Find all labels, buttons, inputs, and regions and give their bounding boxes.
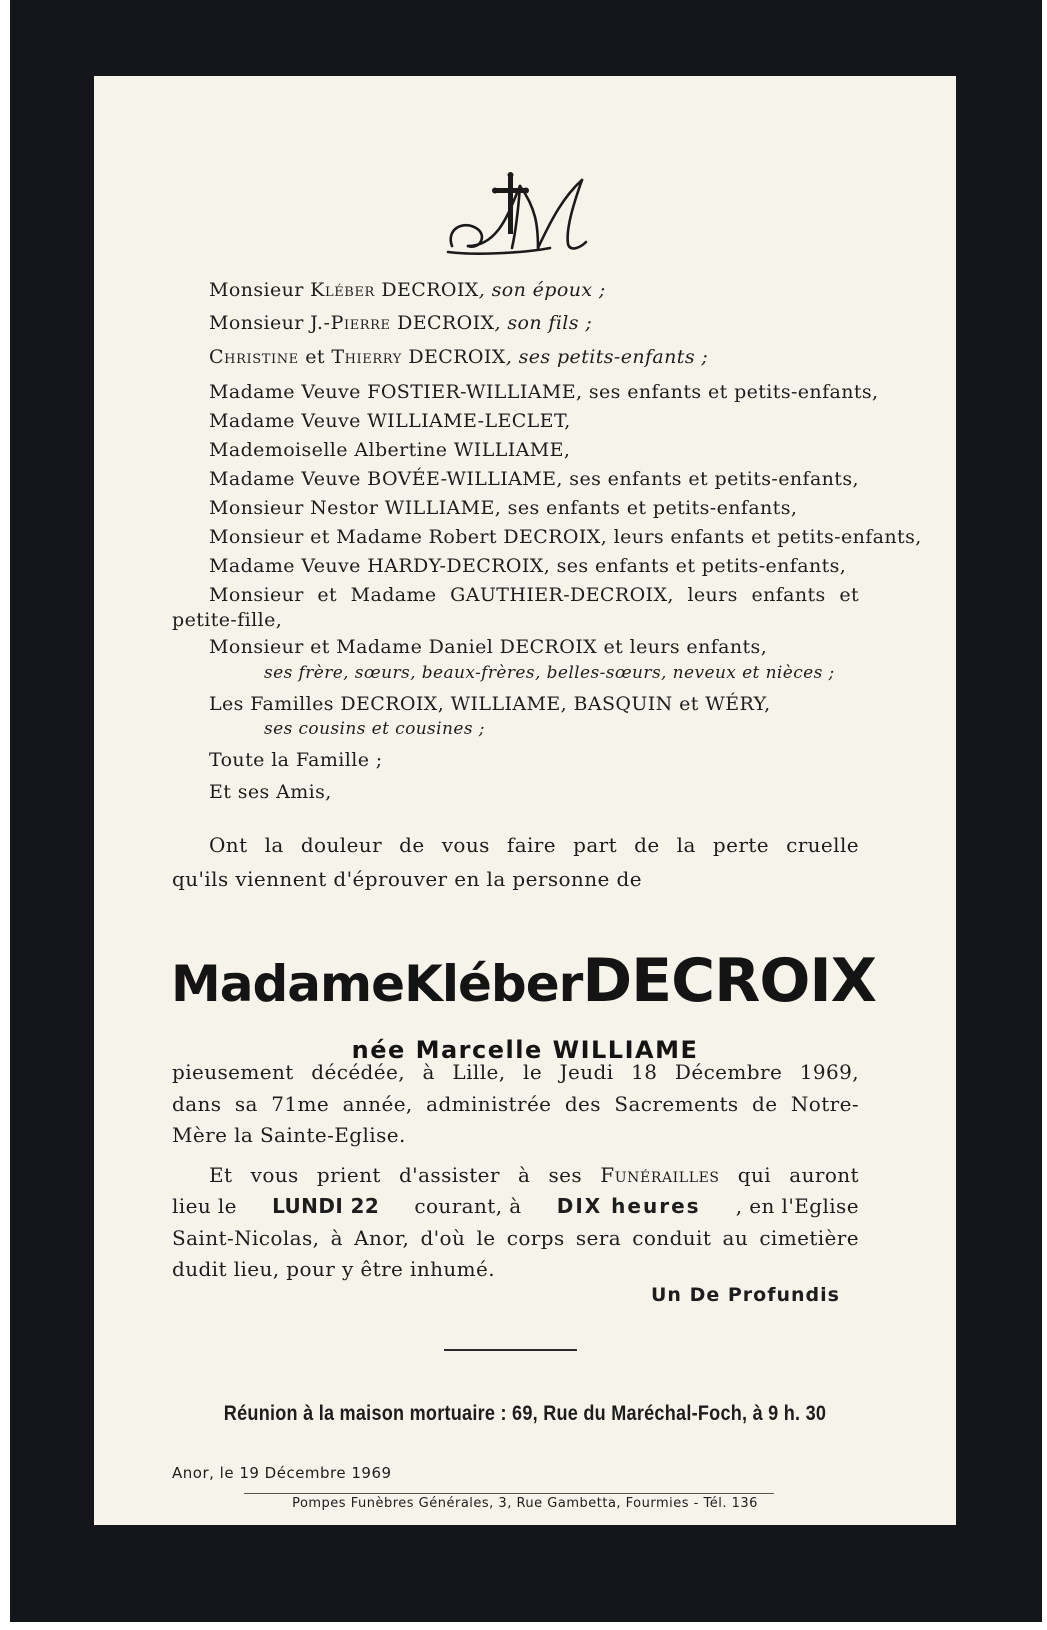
announcement-line: qu'ils viennent d'éprouver en la personne de (172, 867, 642, 891)
mourner-last-name: DECROIX (401, 346, 506, 368)
funeral-line (209, 1163, 859, 1187)
mourner-prefix: Monsieur (209, 279, 311, 301)
deceased-title: Madame (171, 955, 405, 1013)
divider (444, 1349, 577, 1351)
family-line: petite-fille, (172, 609, 283, 631)
funeral-text: , en l'Eglise (735, 1194, 859, 1218)
mourner-conjunction: et (298, 346, 332, 368)
mourner-relation: , son époux ; (478, 279, 606, 301)
mourner-last-name: DECROIX (374, 279, 479, 301)
mourner-relation: , son fils ; (494, 312, 593, 334)
announcement-card (94, 76, 956, 1525)
funeral-keyword: Funérailles (600, 1163, 720, 1187)
family-line: Monsieur et Madame GAUTHIER-DECROIX, leurs enfants et (209, 584, 859, 606)
mourner-husband (209, 279, 606, 301)
death-line: Mère la Sainte-Eglise. (172, 1123, 406, 1147)
funeral-text: qui auront (719, 1163, 859, 1187)
announcement-line: Ont la douleur de vous faire part de la perte cruelle (209, 833, 859, 857)
family-line: Monsieur et Madame Robert DECROIX, leurs enfants et petits-enfants, (209, 526, 922, 548)
mourner-first-name: Christine (209, 346, 299, 368)
family-line: Monsieur et Madame Daniel DECROIX et leurs enfants, (209, 636, 768, 658)
family-line: Madame Veuve BOVÉE-WILLIAME, ses enfants et petits-enfants, (209, 468, 859, 490)
family-line: Les Familles DECROIX, WILLIAME, BASQUIN et WÉRY, (209, 693, 771, 715)
family-line: Mademoiselle Albertine WILLIAME, (209, 439, 571, 461)
mourner-relation: , ses petits-enfants ; (505, 346, 709, 368)
mourner-prefix: Monsieur (209, 312, 311, 334)
deceased-last-name: DECROIX (582, 946, 876, 1016)
funeral-text: lieu le (172, 1194, 237, 1218)
family-line: Madame Veuve FOSTIER-WILLIAME, ses enfants et petits-enfants, (209, 381, 879, 403)
footer-divider (244, 1493, 774, 1494)
cross-monogram (94, 168, 956, 278)
mourner-first-name: Thierry (331, 346, 402, 368)
prayer: Un De Profundis (651, 1284, 840, 1306)
family-line: Madame Veuve HARDY-DECROIX, ses enfants et petits-enfants, (209, 555, 847, 577)
death-line: dans sa 71me année, administrée des Sacrements de Notre- (172, 1092, 859, 1116)
mourner-grandchildren (209, 346, 708, 368)
family-relation: ses cousins et cousines ; (264, 719, 485, 739)
mourner-son (209, 312, 592, 334)
deceased-name (171, 946, 876, 1036)
family-line: Madame Veuve WILLIAME-LECLET, (209, 410, 571, 432)
cross-monogram-icon (440, 168, 610, 278)
family-line: Et ses Amis, (209, 781, 332, 803)
funeral-line (172, 1194, 859, 1218)
funeral-line: Saint-Nicolas, à Anor, d'où le corps sera conduit au cimetière (172, 1226, 859, 1250)
funeral-line: dudit lieu, pour y être inhumé. (172, 1257, 496, 1281)
deceased-first-name: Kléber (404, 955, 583, 1013)
family-line: Toute la Famille ; (209, 749, 383, 771)
mourner-first-name: Kléber (310, 279, 375, 301)
mourner-first-name: J.-Pierre (310, 312, 391, 334)
family-line: Monsieur Nestor WILLIAME, ses enfants et petits-enfants, (209, 497, 798, 519)
funeral-day: LUNDI 22 (272, 1194, 380, 1218)
place-date: Anor, le 19 Décembre 1969 (172, 1464, 392, 1482)
printer-credit: Pompes Funèbres Générales, 3, Rue Gambetta, Fourmies - Tél. 136 (292, 1496, 758, 1511)
funeral-hour: DIX heures (556, 1194, 701, 1218)
family-relation: ses frère, sœurs, beaux-frères, belles-sœurs, neveux et nièces ; (264, 663, 835, 683)
death-line: pieusement décédée, à Lille, le Jeudi 18 Décembre 1969, (172, 1060, 859, 1084)
black-mourning-border (10, 0, 1042, 1622)
reunion-notice: Réunion à la maison mortuaire : 69, Rue du Maréchal-Foch, à 9 h. 30 (223, 1402, 827, 1425)
funeral-text: courant, à (414, 1194, 522, 1218)
funeral-text: Et vous prient d'assister à ses (209, 1163, 601, 1187)
deceased-maiden-name: née Marcelle WILLIAME (351, 1036, 699, 1064)
mourner-last-name: DECROIX (390, 312, 495, 334)
